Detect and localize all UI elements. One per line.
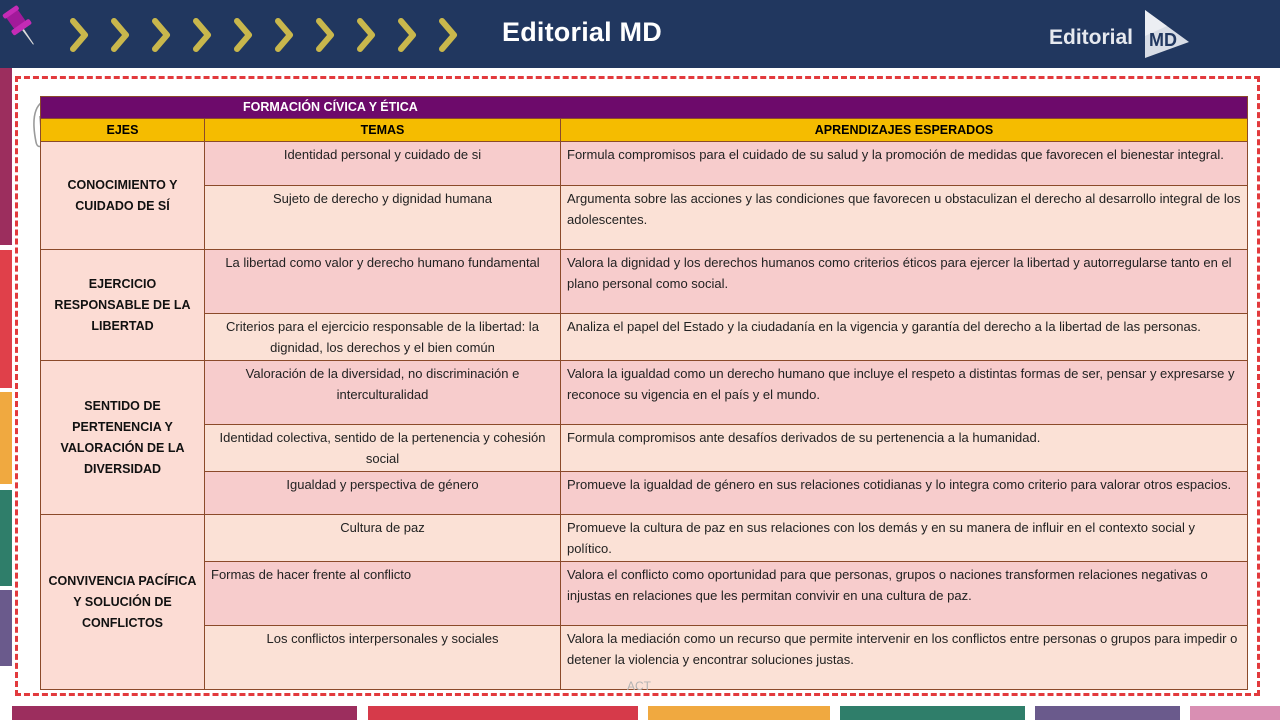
- tema-cell: Valoración de la diversidad, no discriminación e interculturalidad: [205, 361, 561, 425]
- editorial-logo: [1049, 6, 1189, 60]
- chevron-right-icon: [191, 17, 213, 53]
- bottom-decor-bar: [840, 706, 1025, 720]
- tema-cell: La libertad como valor y derecho humano fundamental: [205, 250, 561, 314]
- act-label: ACT: [627, 679, 651, 693]
- aprendizaje-cell: Argumenta sobre las acciones y las condiciones que favorecen u obstaculizan el derecho al desarrollo integral de los adolescentes.: [561, 186, 1248, 250]
- tema-cell: Los conflictos interpersonales y sociales: [205, 626, 561, 690]
- aprendizaje-cell: Valora la igualdad como un derecho humano que incluye el respeto a distintas formas de ser, pensar y expresarse y reconoce su vigencia en el país y el mundo.: [561, 361, 1248, 425]
- column-header-temas: TEMAS: [205, 119, 561, 142]
- logo-text: Editorial: [1049, 26, 1134, 49]
- aprendizaje-cell: Analiza el papel del Estado y la ciudadanía en la vigencia y garantía del derecho a la libertad de las personas.: [561, 314, 1248, 361]
- logo-mark-icon: [1131, 6, 1191, 60]
- chevron-right-icon: [355, 17, 377, 53]
- chevron-right-icon: [150, 17, 172, 53]
- table-row: [41, 515, 1248, 562]
- side-decor-bar: [0, 68, 12, 245]
- bottom-decor-bar: [1035, 706, 1180, 720]
- eje-cell: EJERCICIO RESPONSABLE DE LA LIBERTAD: [41, 250, 205, 361]
- tema-cell: Sujeto de derecho y dignidad humana: [205, 186, 561, 250]
- column-header-ejes: EJES: [41, 119, 205, 142]
- aprendizaje-cell: Valora el conflicto como oportunidad para que personas, grupos o naciones transformen relaciones negativas o injustas en relaciones que les permitan convivir en una cultura de paz.: [561, 562, 1248, 626]
- tema-cell: Cultura de paz: [205, 515, 561, 562]
- chevron-right-icon: [68, 17, 90, 53]
- aprendizaje-cell: Formula compromisos ante desafíos derivados de su pertenencia a la humanidad.: [561, 425, 1248, 472]
- table-header-row: [41, 119, 1248, 142]
- bottom-decor-bar: [368, 706, 638, 720]
- chevron-row: [68, 17, 468, 53]
- chevron-right-icon: [314, 17, 336, 53]
- chevron-right-icon: [109, 17, 131, 53]
- eje-cell: SENTIDO DE PERTENENCIA Y VALORACIÓN DE LA DIVERSIDAD: [41, 361, 205, 515]
- tema-cell: Identidad colectiva, sentido de la pertenencia y cohesión social: [205, 425, 561, 472]
- header-bar: [0, 0, 1280, 68]
- table-title: FORMACIÓN CÍVICA Y ÉTICA: [41, 97, 1248, 119]
- table-row: [41, 472, 1248, 515]
- bottom-decor-bar: [648, 706, 830, 720]
- aprendizaje-cell: Formula compromisos para el cuidado de su salud y la promoción de medidas que favorecen el bienestar integral.: [561, 142, 1248, 186]
- aprendizaje-cell: Valora la dignidad y los derechos humanos como criterios éticos para ejercer la libertad y autorregularse tanto en el plano personal como social.: [561, 250, 1248, 314]
- tema-cell: Identidad personal y cuidado de si: [205, 142, 561, 186]
- aprendizaje-cell: Valora la mediación como un recurso que permite intervenir en los conflictos entre personas o grupos para impedir o detener la violencia y encontrar soluciones justas.: [561, 626, 1248, 690]
- bottom-decor-bar: [1190, 706, 1280, 720]
- eje-cell: CONOCIMIENTO Y CUIDADO DE SÍ: [41, 142, 205, 250]
- side-decor-bar: [0, 250, 12, 388]
- table-row: [41, 314, 1248, 361]
- side-decor-bar: [0, 490, 12, 586]
- table-row: [41, 425, 1248, 472]
- table-title-row: [41, 97, 1248, 119]
- tema-cell: Criterios para el ejercicio responsable de la libertad: la dignidad, los derechos y el bien común: [205, 314, 561, 361]
- chevron-right-icon: [273, 17, 295, 53]
- table-row: [41, 186, 1248, 250]
- page-title: Editorial MD: [502, 17, 662, 47]
- side-decor-bar: [0, 590, 12, 666]
- logo-mark-text: MD: [1149, 30, 1177, 50]
- aprendizaje-cell: Promueve la igualdad de género en sus relaciones cotidianas y lo integra como criterio para valorar otros espacios.: [561, 472, 1248, 515]
- eje-cell: CONVIVENCIA PACÍFICA Y SOLUCIÓN DE CONFLICTOS: [41, 515, 205, 690]
- side-decor-bar: [0, 392, 12, 484]
- aprendizaje-cell: Promueve la cultura de paz en sus relaciones con los demás y en su manera de influir en el contexto social y político.: [561, 515, 1248, 562]
- table-row: [41, 361, 1248, 425]
- bottom-decor-bar: [12, 706, 357, 720]
- chevron-right-icon: [396, 17, 418, 53]
- table-row: [41, 562, 1248, 626]
- tema-cell: Igualdad y perspectiva de género: [205, 472, 561, 515]
- table-row: [41, 250, 1248, 314]
- table-row: [41, 142, 1248, 186]
- tema-cell: Formas de hacer frente al conflicto: [205, 562, 561, 626]
- chevron-right-icon: [232, 17, 254, 53]
- column-header-aprendizajes: APRENDIZAJES ESPERADOS: [561, 119, 1248, 142]
- curriculum-table: [40, 96, 1248, 690]
- chevron-right-icon: [437, 17, 459, 53]
- pushpin-icon: [2, 4, 42, 52]
